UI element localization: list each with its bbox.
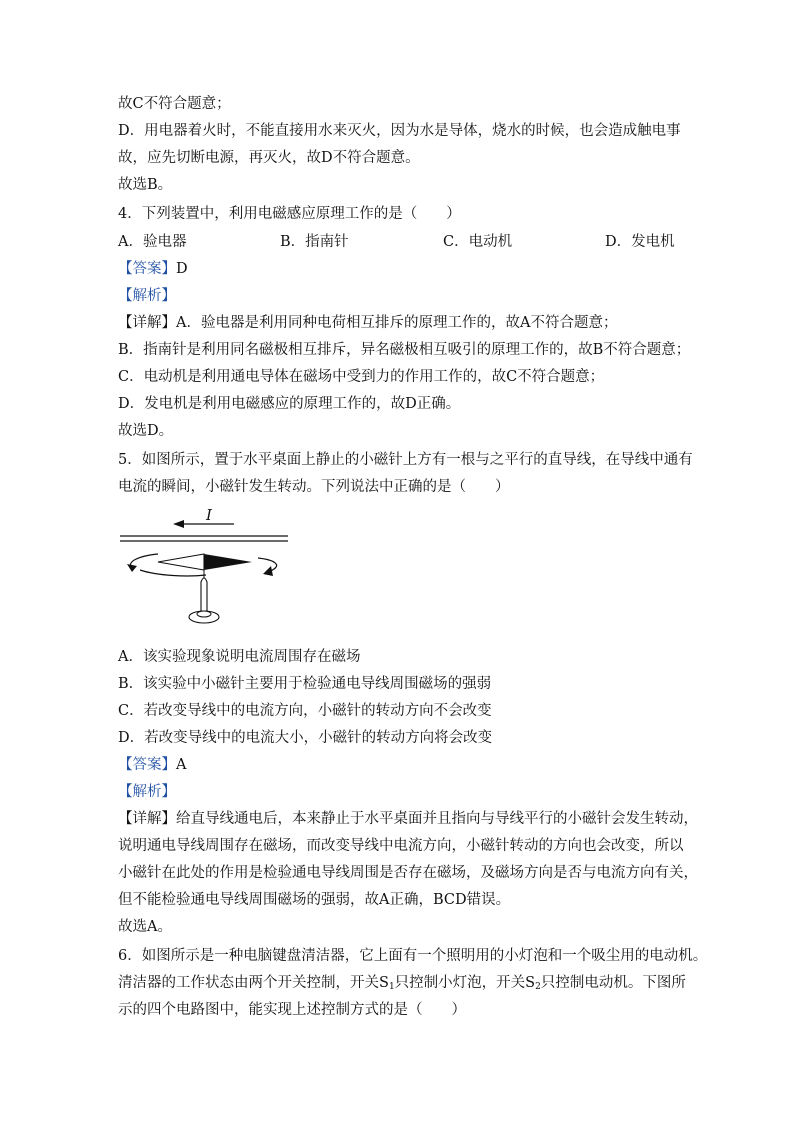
q5-answer xyxy=(118,755,186,775)
detail-tag: 【详解】 xyxy=(118,315,176,331)
text-line: 故选B。 xyxy=(118,177,173,193)
q5-option-d: D．若改变导线中的电流大小，小磁针的转动方向将会改变 xyxy=(118,730,493,746)
q5-detail-line: 说明通电导线周围存在磁场，而改变导线中电流方向，小磁针转动的方向也会改变，所以 xyxy=(118,838,684,854)
answer-tag: 【答案】 xyxy=(118,757,176,773)
q4-option-d: D．发电机 xyxy=(605,234,675,250)
q4-detail-line: D．发电机是利用电磁感应的原理工作的，故D正确。 xyxy=(118,396,461,412)
text-line: D．用电器着火时，不能直接用水来灭火，因为水是导体，烧水的时候，也会造成触电事 xyxy=(118,123,681,139)
current-arrow-head xyxy=(173,520,184,528)
answer-value: D xyxy=(176,261,188,277)
q5-option-c: C．若改变导线中的电流方向，小磁针的转动方向不会改变 xyxy=(118,703,492,719)
q5-stem-line: 5．如图所示，置于水平桌面上静止的小磁针上方有一根与之平行的直导线，在导线中通有 xyxy=(118,452,693,468)
q5-detail-line: 但不能检验通电导线周围磁场的强弱，故A正确，BCD错误。 xyxy=(118,892,511,908)
q4-analysis-tag: 【解析】 xyxy=(118,288,176,304)
current-label: I xyxy=(206,506,212,524)
text-line: 故C不符合题意； xyxy=(118,96,231,112)
q5-option-a: A．该实验现象说明电流周围存在磁场 xyxy=(118,649,361,665)
q4-detail-line xyxy=(118,313,617,333)
q4-stem: 4．下列装置中，利用电磁感应原理工作的是（ ） xyxy=(118,206,461,222)
stand-pole xyxy=(201,578,207,612)
stem-part: 只控制小灯泡，开关S xyxy=(394,975,536,991)
rotation-arrow-head xyxy=(263,566,273,576)
stand-base-top xyxy=(197,611,211,617)
q5-detail-line: 小磁针在此处的作用是检验通电导线周围是否存在磁场，及磁场方向是否与电流方向有关， xyxy=(118,865,698,881)
stem-part: 只控制电动机。下图所 xyxy=(540,975,686,991)
q5-conclusion: 故选A。 xyxy=(118,919,172,935)
subscript: 1 xyxy=(388,982,395,992)
stem-part: 清洁器的工作状态由两个开关控制，开关S xyxy=(118,975,389,991)
detail-tag: 【详解】 xyxy=(118,811,176,827)
rotation-arc xyxy=(140,570,206,576)
q5-detail-line xyxy=(118,809,698,829)
q4-option-b: B．指南针 xyxy=(280,234,349,250)
q4-detail-line: B．指南针是利用同名磁极相互排斥，异名磁极相互吸引的原理工作的，故B不符合题意； xyxy=(118,342,691,358)
q4-detail-line: C．电动机是利用通电导体在磁场中受到力的作用工作的，故C不符合题意； xyxy=(118,369,605,385)
q6-stem-line: 示的四个电路图中，能实现上述控制方式的是（ ） xyxy=(118,1002,466,1018)
detail-text: A．验电器是利用同种电荷相互排斥的原理工作的，故A不符合题意； xyxy=(176,315,618,331)
q5-option-b: B．该实验中小磁针主要用于检验通电导线周围磁场的强弱 xyxy=(118,676,492,692)
q6-stem-line: 6．如图所示是一种电脑键盘清洁器，它上面有一个照明用的小灯泡和一个吸尘用的电动机。 xyxy=(118,948,708,964)
q4-conclusion: 故选D。 xyxy=(118,423,174,439)
answer-value: A xyxy=(176,757,187,773)
rotation-arrow-head xyxy=(127,564,137,572)
compass-needle-south xyxy=(158,554,204,570)
compass-needle-north xyxy=(204,554,252,570)
q4-option-c: C．电动机 xyxy=(443,234,513,250)
compass-wire-figure xyxy=(118,500,293,640)
q5-stem-line: 电流的瞬间，小磁针发生转动。下列说法中正确的是（ ） xyxy=(118,479,510,495)
text-line: 故，应先切断电源，再灭火，故D不符合题意。 xyxy=(118,150,420,166)
q4-option-a: A．验电器 xyxy=(118,234,187,250)
detail-text: 给直导线通电后，本来静止于水平桌面并且指向与导线平行的小磁针会发生转动， xyxy=(176,811,698,827)
q6-stem-line xyxy=(118,973,686,997)
q5-analysis-tag: 【解析】 xyxy=(118,784,176,800)
subscript: 2 xyxy=(535,982,541,992)
answer-tag: 【答案】 xyxy=(118,261,176,277)
q4-answer xyxy=(118,259,188,279)
